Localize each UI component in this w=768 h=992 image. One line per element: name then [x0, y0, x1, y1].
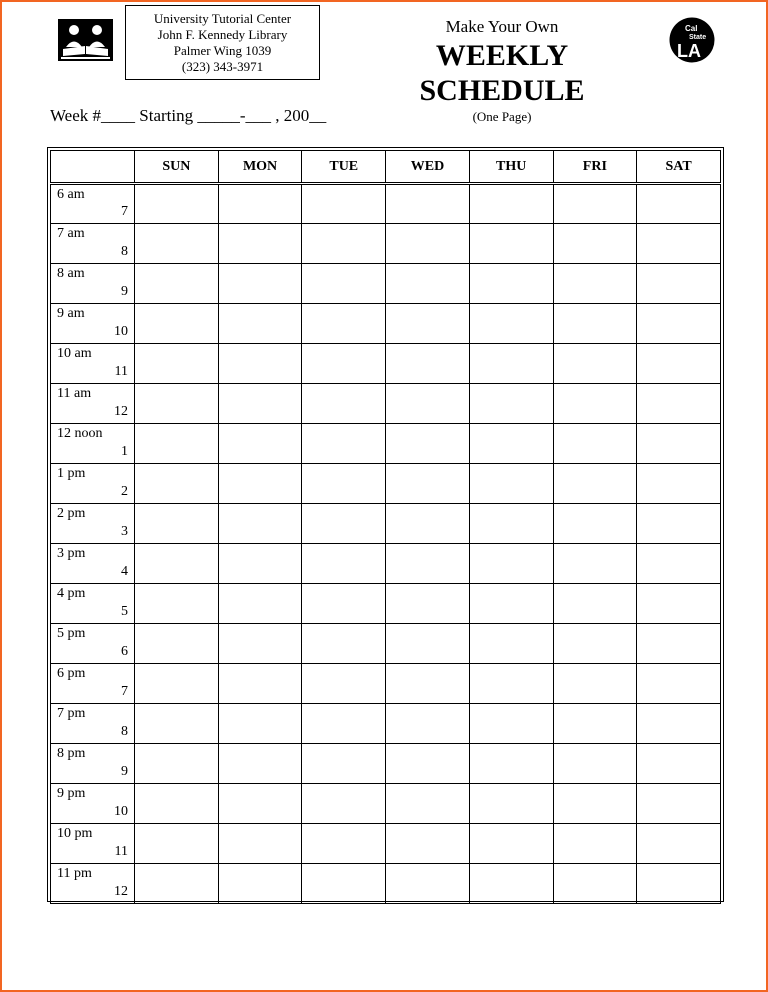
- schedule-cell-thu[interactable]: [469, 264, 553, 304]
- schedule-cell-fri[interactable]: [553, 464, 637, 504]
- slot-start-time: 7 am: [57, 226, 85, 241]
- slot-end-time: 8: [121, 724, 128, 739]
- schedule-cell-thu[interactable]: [469, 184, 553, 224]
- schedule-cell-wed[interactable]: [386, 224, 470, 264]
- schedule-cell-sat[interactable]: [637, 864, 721, 904]
- schedule-cell-sun[interactable]: [135, 744, 219, 784]
- schedule-cell-tue[interactable]: [302, 464, 386, 504]
- schedule-cell-sat[interactable]: [637, 544, 721, 584]
- schedule-cell-fri[interactable]: [553, 504, 637, 544]
- day-header-sat: SAT: [637, 151, 721, 184]
- schedule-cell-mon[interactable]: [218, 544, 302, 584]
- slot-start-time: 9 am: [57, 306, 85, 321]
- schedule-cell-fri[interactable]: [553, 584, 637, 624]
- schedule-table: [50, 150, 721, 904]
- logo-text-la: LA: [677, 41, 701, 61]
- schedule-cell-sat[interactable]: [637, 624, 721, 664]
- schedule-cell-thu[interactable]: [469, 544, 553, 584]
- slot-start-time: 1 pm: [57, 466, 86, 481]
- schedule-cell-fri[interactable]: [553, 224, 637, 264]
- schedule-cell-mon[interactable]: [218, 464, 302, 504]
- schedule-cell-thu[interactable]: [469, 664, 553, 704]
- corner-cell: [51, 151, 135, 184]
- title-block: [402, 16, 602, 108]
- slot-start-time: 8 am: [57, 266, 85, 281]
- readers-logo-icon: [58, 19, 113, 61]
- schedule-cell-wed[interactable]: [386, 784, 470, 824]
- schedule-cell-fri[interactable]: [553, 824, 637, 864]
- schedule-cell-sat[interactable]: [637, 224, 721, 264]
- schedule-cell-sun[interactable]: [135, 784, 219, 824]
- time-label-cell: [51, 384, 135, 424]
- schedule-cell-mon[interactable]: [218, 704, 302, 744]
- time-slot-row: [51, 504, 721, 544]
- time-label-cell: [51, 504, 135, 544]
- slot-start-time: 4 pm: [57, 586, 86, 601]
- address-line: John F. Kennedy Library: [157, 27, 288, 42]
- schedule-cell-thu[interactable]: [469, 744, 553, 784]
- slot-end-time: 7: [121, 204, 128, 219]
- slot-end-time: 11: [114, 844, 128, 859]
- day-header-tue: TUE: [302, 151, 386, 184]
- logo-text-cal: Cal: [685, 24, 698, 33]
- schedule-cell-sun[interactable]: [135, 184, 219, 224]
- schedule-cell-wed[interactable]: [386, 744, 470, 784]
- schedule-cell-fri[interactable]: [553, 744, 637, 784]
- time-label-cell: [51, 264, 135, 304]
- schedule-cell-fri[interactable]: [553, 784, 637, 824]
- slot-end-time: 3: [121, 524, 128, 539]
- schedule-cell-wed[interactable]: [386, 864, 470, 904]
- schedule-cell-wed[interactable]: [386, 824, 470, 864]
- schedule-cell-tue[interactable]: [302, 704, 386, 744]
- schedule-cell-thu[interactable]: [469, 624, 553, 664]
- schedule-cell-mon[interactable]: [218, 864, 302, 904]
- time-slot-row: [51, 784, 721, 824]
- day-header-sun: SUN: [135, 151, 219, 184]
- schedule-cell-fri[interactable]: [553, 424, 637, 464]
- schedule-cell-sat[interactable]: [637, 344, 721, 384]
- slot-end-time: 9: [121, 284, 128, 299]
- schedule-cell-sat[interactable]: [637, 584, 721, 624]
- schedule-cell-thu[interactable]: [469, 504, 553, 544]
- schedule-cell-sun[interactable]: [135, 384, 219, 424]
- schedule-cell-tue[interactable]: [302, 624, 386, 664]
- time-slot-row: [51, 664, 721, 704]
- time-slot-row: [51, 544, 721, 584]
- schedule-cell-sun[interactable]: [135, 824, 219, 864]
- time-slot-row: [51, 584, 721, 624]
- schedule-cell-sun[interactable]: [135, 584, 219, 624]
- time-label-cell: [51, 784, 135, 824]
- schedule-cell-mon[interactable]: [218, 624, 302, 664]
- slot-start-time: 6 am: [57, 187, 85, 202]
- schedule-cell-sun[interactable]: [135, 504, 219, 544]
- time-label-cell: [51, 544, 135, 584]
- day-header-fri: FRI: [553, 151, 637, 184]
- schedule-cell-mon[interactable]: [218, 504, 302, 544]
- time-slot-row: [51, 424, 721, 464]
- schedule-cell-mon[interactable]: [218, 584, 302, 624]
- time-slot-row: [51, 864, 721, 904]
- schedule-cell-tue[interactable]: [302, 224, 386, 264]
- schedule-cell-wed[interactable]: [386, 344, 470, 384]
- schedule-cell-sat[interactable]: [637, 504, 721, 544]
- schedule-cell-mon[interactable]: [218, 424, 302, 464]
- schedule-cell-thu[interactable]: [469, 784, 553, 824]
- slot-start-time: 3 pm: [57, 546, 86, 561]
- time-label-cell: [51, 664, 135, 704]
- schedule-cell-tue[interactable]: [302, 304, 386, 344]
- schedule-cell-fri[interactable]: [553, 704, 637, 744]
- time-label-cell: [51, 184, 135, 224]
- schedule-cell-tue[interactable]: [302, 184, 386, 224]
- slot-start-time: 10 pm: [57, 826, 93, 841]
- schedule-cell-tue[interactable]: [302, 664, 386, 704]
- schedule-cell-fri[interactable]: [553, 184, 637, 224]
- time-slot-row: [51, 744, 721, 784]
- slot-end-time: 12: [114, 404, 128, 419]
- time-label-cell: [51, 704, 135, 744]
- schedule-cell-tue[interactable]: [302, 584, 386, 624]
- title-weekly: WEEKLY: [435, 39, 569, 72]
- schedule-cell-sun[interactable]: [135, 544, 219, 584]
- schedule-cell-mon[interactable]: [218, 784, 302, 824]
- logo-text-state: State: [689, 34, 707, 41]
- schedule-cell-sun[interactable]: [135, 424, 219, 464]
- tutorial-center-address: [125, 5, 320, 80]
- schedule-cell-wed[interactable]: [386, 584, 470, 624]
- phone-line: (323) 343-3971: [181, 59, 264, 74]
- schedule-cell-sat[interactable]: [637, 264, 721, 304]
- schedule-cell-wed[interactable]: [386, 624, 470, 664]
- time-label-cell: [51, 584, 135, 624]
- title-intro: Make Your Own: [445, 17, 559, 36]
- time-slot-row: [51, 264, 721, 304]
- schedule-cell-fri[interactable]: [553, 384, 637, 424]
- schedule-cell-wed[interactable]: [386, 384, 470, 424]
- day-header-thu: THU: [469, 151, 553, 184]
- cal-state-la-logo-icon: [669, 17, 715, 63]
- schedule-cell-sun[interactable]: [135, 664, 219, 704]
- schedule-cell-mon[interactable]: [218, 224, 302, 264]
- schedule-cell-sun[interactable]: [135, 344, 219, 384]
- schedule-cell-tue[interactable]: [302, 744, 386, 784]
- schedule-cell-sat[interactable]: [637, 824, 721, 864]
- schedule-cell-mon[interactable]: [218, 344, 302, 384]
- title-schedule: SCHEDULE: [419, 74, 585, 107]
- schedule-cell-thu[interactable]: [469, 464, 553, 504]
- slot-end-time: 10: [114, 324, 128, 339]
- address-line: Palmer Wing 1039: [173, 43, 272, 58]
- time-label-cell: [51, 224, 135, 264]
- slot-end-time: 12: [114, 884, 128, 899]
- schedule-cell-thu[interactable]: [469, 224, 553, 264]
- schedule-cell-fri[interactable]: [553, 624, 637, 664]
- schedule-cell-wed[interactable]: [386, 304, 470, 344]
- schedule-cell-tue[interactable]: [302, 544, 386, 584]
- slot-start-time: 11 pm: [57, 866, 92, 881]
- time-label-cell: [51, 744, 135, 784]
- schedule-cell-wed[interactable]: [386, 544, 470, 584]
- day-header-row: [51, 151, 721, 184]
- slot-start-time: 11 am: [57, 386, 92, 401]
- time-slot-row: [51, 384, 721, 424]
- day-header-wed: WED: [386, 151, 470, 184]
- schedule-cell-fri[interactable]: [553, 264, 637, 304]
- schedule-cell-wed[interactable]: [386, 424, 470, 464]
- slot-start-time: 5 pm: [57, 626, 86, 641]
- schedule-cell-thu[interactable]: [469, 824, 553, 864]
- schedule-cell-mon[interactable]: [218, 824, 302, 864]
- time-slot-row: [51, 184, 721, 224]
- schedule-cell-thu[interactable]: [469, 304, 553, 344]
- schedule-cell-sat[interactable]: [637, 424, 721, 464]
- schedule-cell-mon[interactable]: [218, 304, 302, 344]
- schedule-cell-tue[interactable]: [302, 424, 386, 464]
- schedule-cell-sun[interactable]: [135, 864, 219, 904]
- time-label-cell: [51, 864, 135, 904]
- schedule-cell-sun[interactable]: [135, 304, 219, 344]
- time-slot-row: [51, 624, 721, 664]
- schedule-cell-fri[interactable]: [553, 304, 637, 344]
- slot-end-time: 1: [121, 444, 128, 459]
- schedule-cell-wed[interactable]: [386, 664, 470, 704]
- slot-end-time: 11: [114, 364, 128, 379]
- schedule-cell-tue[interactable]: [302, 824, 386, 864]
- schedule-cell-sat[interactable]: [637, 784, 721, 824]
- schedule-cell-mon[interactable]: [218, 264, 302, 304]
- schedule-cell-sun[interactable]: [135, 704, 219, 744]
- schedule-cell-fri[interactable]: [553, 344, 637, 384]
- schedule-cell-fri[interactable]: [553, 664, 637, 704]
- schedule-cell-fri[interactable]: [553, 544, 637, 584]
- schedule-cell-tue[interactable]: [302, 864, 386, 904]
- time-slot-row: [51, 344, 721, 384]
- slot-start-time: 2 pm: [57, 506, 86, 521]
- address-line: University Tutorial Center: [153, 11, 292, 26]
- schedule-cell-sun[interactable]: [135, 464, 219, 504]
- slot-end-time: 2: [121, 484, 128, 499]
- schedule-cell-sat[interactable]: [637, 744, 721, 784]
- one-page-note: (One Page): [472, 109, 532, 124]
- schedule-cell-wed[interactable]: [386, 184, 470, 224]
- schedule-cell-wed[interactable]: [386, 704, 470, 744]
- schedule-cell-sat[interactable]: [637, 184, 721, 224]
- schedule-cell-mon[interactable]: [218, 744, 302, 784]
- schedule-cell-thu[interactable]: [469, 704, 553, 744]
- time-label-cell: [51, 344, 135, 384]
- schedule-cell-sat[interactable]: [637, 304, 721, 344]
- time-label-cell: [51, 464, 135, 504]
- schedule-cell-sat[interactable]: [637, 704, 721, 744]
- schedule-cell-mon[interactable]: [218, 664, 302, 704]
- slot-end-time: 9: [121, 764, 128, 779]
- schedule-cell-sun[interactable]: [135, 224, 219, 264]
- time-label-cell: [51, 824, 135, 864]
- schedule-cell-tue[interactable]: [302, 264, 386, 304]
- time-slot-row: [51, 304, 721, 344]
- slot-end-time: 10: [114, 804, 128, 819]
- time-slot-row: [51, 824, 721, 864]
- time-slot-row: [51, 704, 721, 744]
- slot-start-time: 6 pm: [57, 666, 86, 681]
- schedule-cell-sun[interactable]: [135, 264, 219, 304]
- schedule-cell-sat[interactable]: [637, 464, 721, 504]
- slot-start-time: 8 pm: [57, 746, 86, 761]
- day-header-mon: MON: [218, 151, 302, 184]
- slot-end-time: 7: [121, 684, 128, 699]
- time-label-cell: [51, 424, 135, 464]
- slot-start-time: 12 noon: [57, 426, 103, 441]
- schedule-cell-thu[interactable]: [469, 384, 553, 424]
- schedule-cell-thu[interactable]: [469, 584, 553, 624]
- week-starting-line: Week #____ Starting _____-___ , 200__: [50, 106, 327, 125]
- slot-end-time: 5: [121, 604, 128, 619]
- schedule-cell-wed[interactable]: [386, 464, 470, 504]
- schedule-cell-mon[interactable]: [218, 384, 302, 424]
- schedule-cell-fri[interactable]: [553, 864, 637, 904]
- time-label-cell: [51, 624, 135, 664]
- schedule-cell-sun[interactable]: [135, 624, 219, 664]
- slot-start-time: 10 am: [57, 346, 92, 361]
- slot-start-time: 9 pm: [57, 786, 86, 801]
- schedule-cell-wed[interactable]: [386, 504, 470, 544]
- slot-start-time: 7 pm: [57, 706, 86, 721]
- schedule-cell-mon[interactable]: [218, 184, 302, 224]
- slot-end-time: 4: [121, 564, 128, 579]
- schedule-cell-tue[interactable]: [302, 344, 386, 384]
- time-slot-row: [51, 224, 721, 264]
- time-slot-row: [51, 464, 721, 504]
- time-label-cell: [51, 304, 135, 344]
- weekly-schedule-grid: [47, 147, 724, 902]
- schedule-cell-tue[interactable]: [302, 504, 386, 544]
- schedule-cell-thu[interactable]: [469, 424, 553, 464]
- schedule-cell-thu[interactable]: [469, 864, 553, 904]
- schedule-cell-tue[interactable]: [302, 784, 386, 824]
- schedule-cell-sat[interactable]: [637, 664, 721, 704]
- schedule-body: [51, 184, 721, 904]
- slot-end-time: 6: [121, 644, 128, 659]
- schedule-cell-wed[interactable]: [386, 264, 470, 304]
- schedule-cell-sat[interactable]: [637, 384, 721, 424]
- slot-end-time: 8: [121, 244, 128, 259]
- schedule-cell-tue[interactable]: [302, 384, 386, 424]
- schedule-cell-thu[interactable]: [469, 344, 553, 384]
